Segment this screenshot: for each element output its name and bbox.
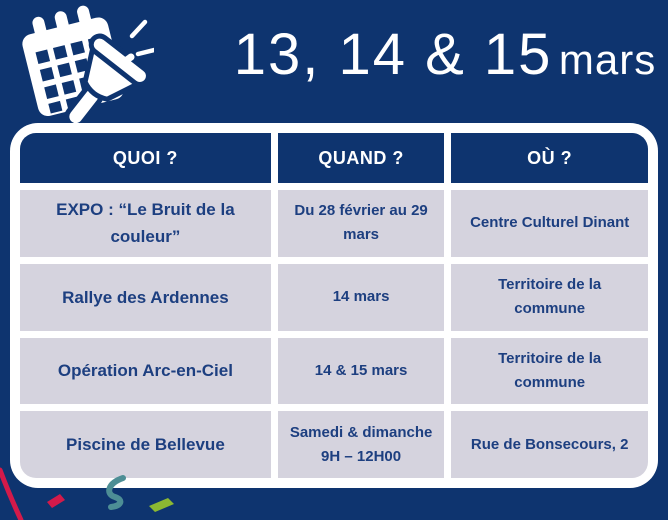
title-month: mars [558,36,657,83]
column-header-quoi: QUOI ? [20,133,271,183]
cell-row4-quoi: Piscine de Bellevue [20,411,271,478]
column-header-ou: OÙ ? [451,133,648,183]
cell-row3-ou: Territoire de la commune [451,338,648,405]
red-ribbon [0,470,21,520]
calendar-megaphone-icon [14,0,154,132]
schedule-table [10,123,658,488]
cell-row2-quoi: Rallye des Ardennes [20,264,271,331]
red-confetti [47,494,65,508]
calendar-megaphone-graphic [14,0,154,132]
green-confetti [149,498,174,512]
cell-row1-quand: Du 28 février au 29 mars [278,190,445,257]
teal-squiggle [109,478,123,507]
cell-row2-ou: Territoire de la commune [451,264,648,331]
cell-row4-ou: Rue de Bonsecours, 2 [451,411,648,478]
cell-row1-ou: Centre Culturel Dinant [451,190,648,257]
page-title [230,22,660,87]
cell-row1-quoi: EXPO : “Le Bruit de la couleur” [20,190,271,257]
cell-row2-quand: 14 mars [278,264,445,331]
cell-row3-quoi: Opération Arc-en-Ciel [20,338,271,405]
title-dates: 13, 14 & 15 [233,22,553,87]
confetti-decoration [0,450,250,520]
cell-row3-quand: 14 & 15 mars [278,338,445,405]
column-header-quand: QUAND ? [278,133,445,183]
cell-row4-quand: Samedi & dimanche 9H – 12H00 [278,411,445,478]
